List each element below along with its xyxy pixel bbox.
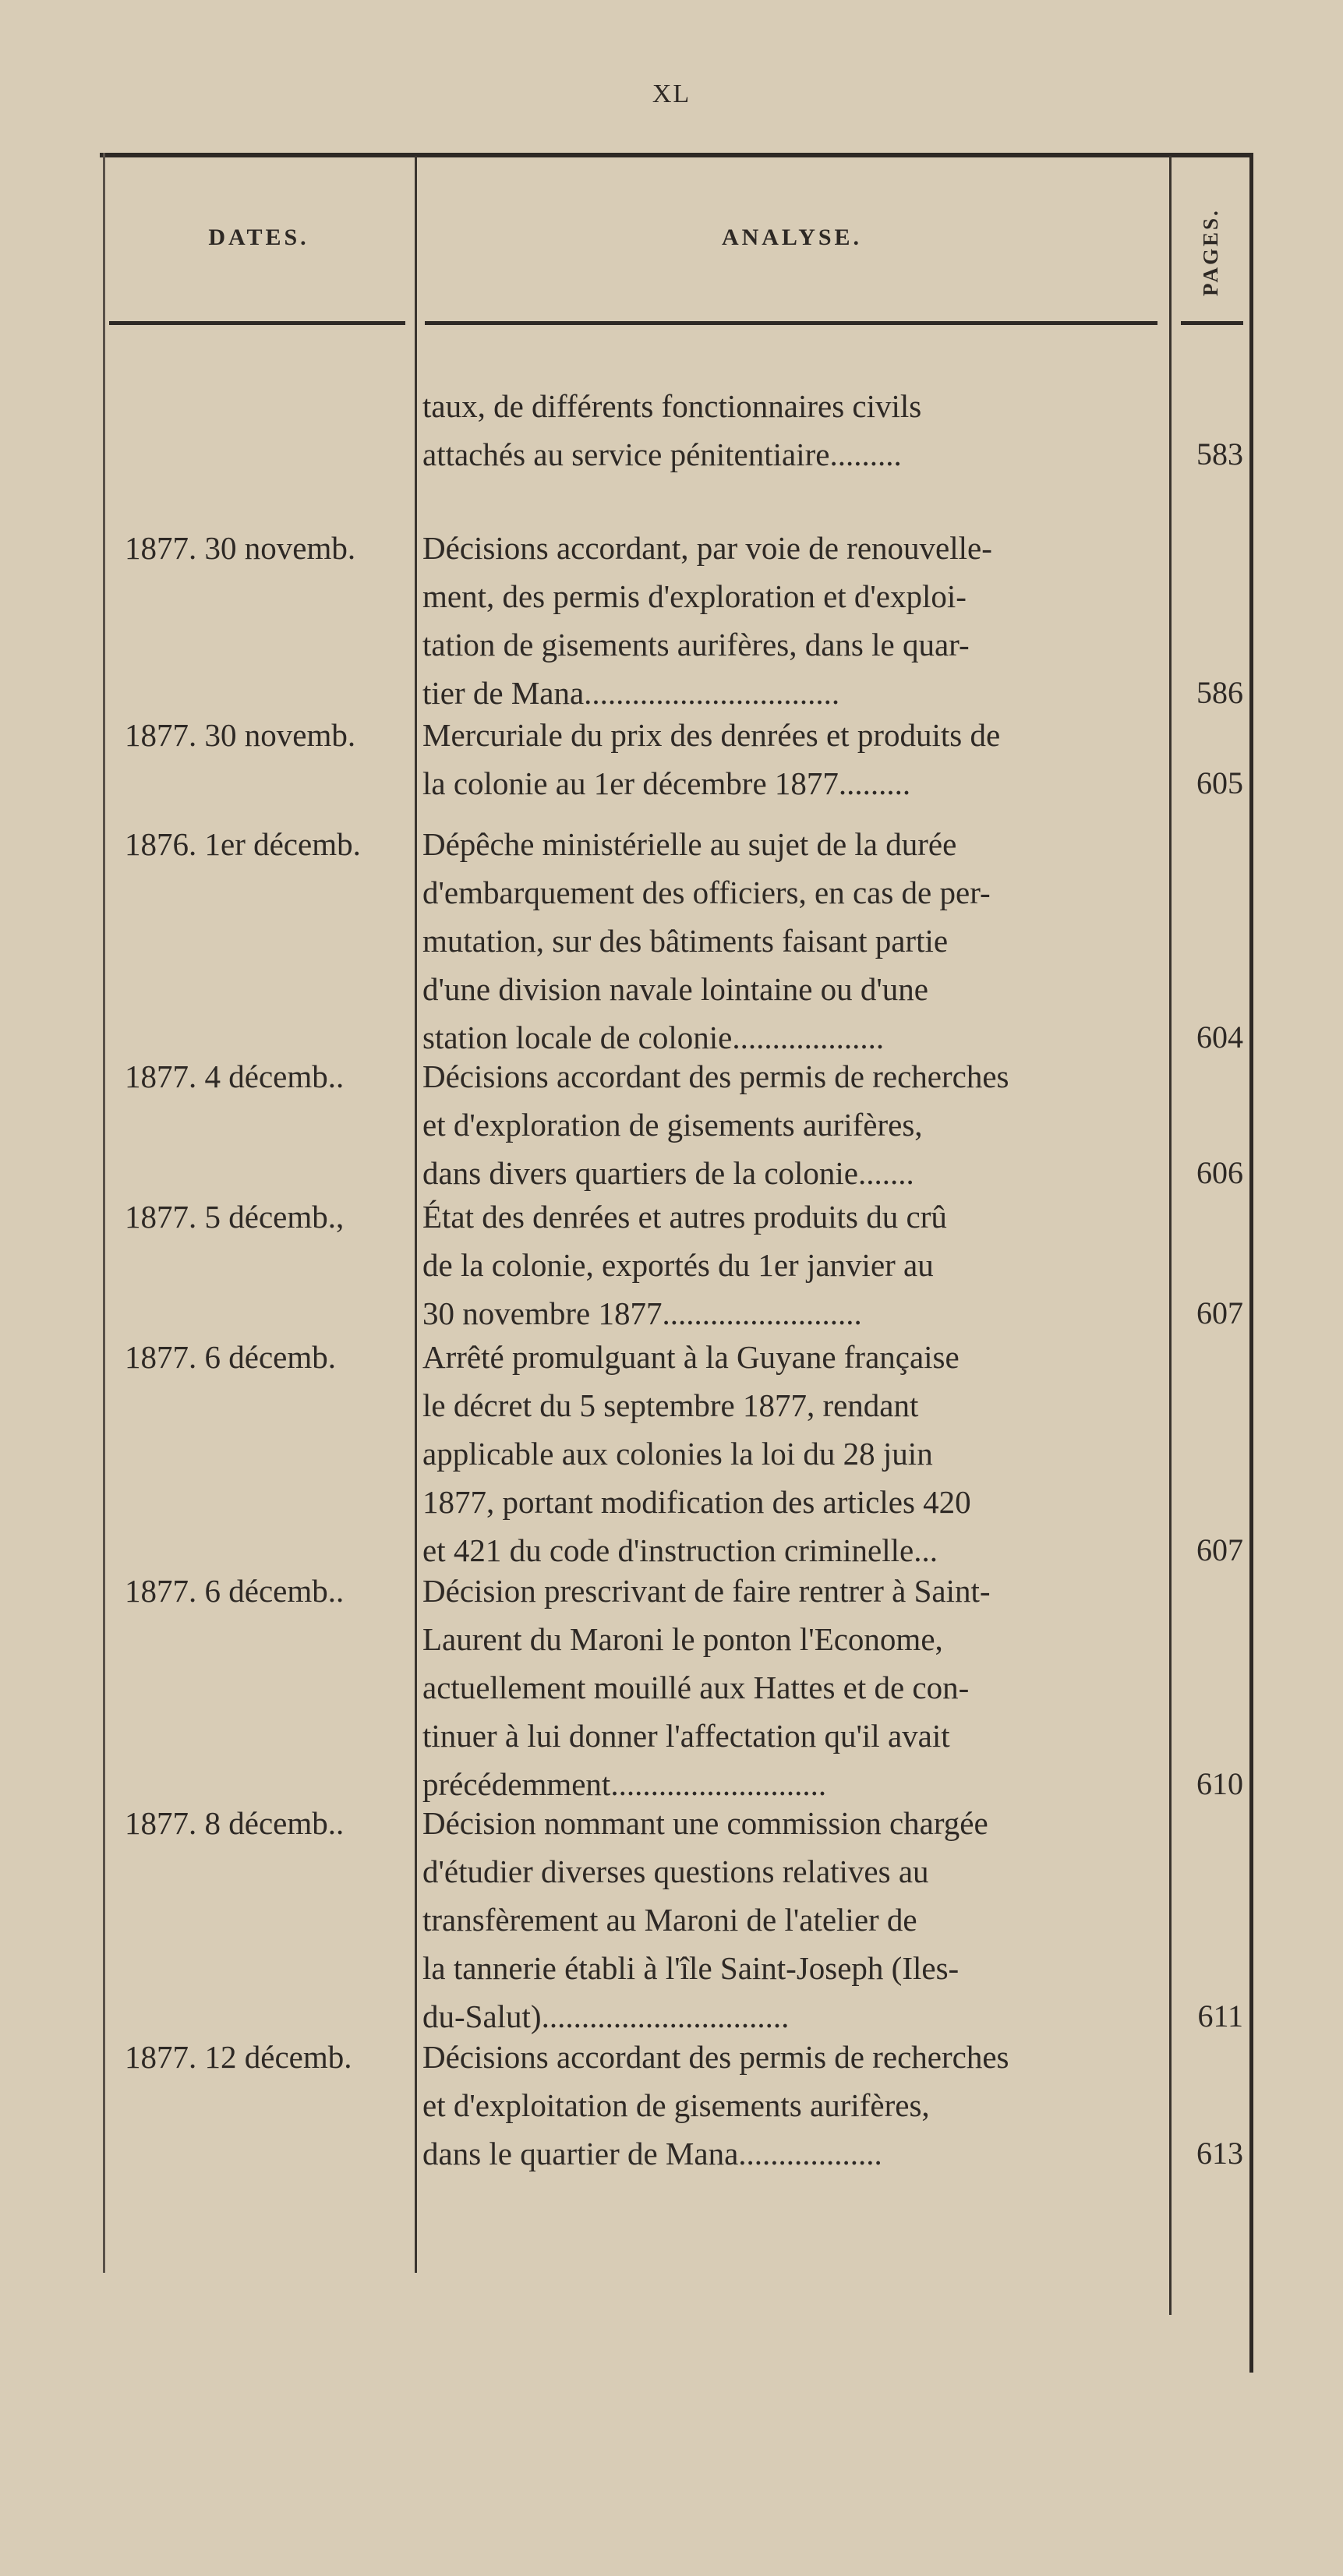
analysis-line: Décisions accordant, par voie de renouvelle- [422, 530, 992, 566]
row-analysis [422, 1052, 1155, 1197]
analysis-line: tation de gisements aurifères, dans le quar- [422, 627, 970, 663]
analysis-line: mutation, sur des bâtiments faisant partie [422, 923, 949, 959]
analysis-line: tinuer à lui donner l'affectation qu'il avait [422, 1718, 950, 1754]
row-page-reference: 606 [1196, 1155, 1243, 1190]
analysis-line: d'une division navale lointaine ou d'une [422, 971, 928, 1007]
row-page-reference: 611 [1197, 1998, 1243, 2034]
analysis-line: Arrêté promulguant à la Guyane française [422, 1339, 960, 1375]
analysis-line: dans divers quartiers de la colonie....... [422, 1155, 914, 1191]
column-divider-pages [1169, 156, 1172, 2315]
analysis-line: station locale de colonie................... [422, 1019, 885, 1055]
analysis-line: Laurent du Maroni le ponton l'Econome, [422, 1621, 943, 1657]
row-date: 1876. 1er décemb. [125, 826, 361, 862]
column-divider-dates [415, 156, 417, 2273]
row-analysis [422, 1567, 1155, 1808]
row-page-reference: 610 [1196, 1766, 1243, 1801]
analysis-line: précédemment........................... [422, 1766, 827, 1802]
analysis-line: Décisions accordant des permis de recherches [422, 2039, 1009, 2075]
header-rule-dates [109, 321, 405, 325]
row-date: 1877. 6 décemb. [125, 1339, 336, 1375]
analysis-line: Décisions accordant des permis de recherches [422, 1058, 1009, 1094]
row-analysis [422, 1333, 1155, 1574]
analysis-line: Mercuriale du prix des denrées et produits de [422, 717, 1001, 753]
row-analysis [422, 711, 1155, 807]
row-date: 1877. 8 décemb.. [125, 1805, 345, 1841]
row-analysis [422, 382, 1155, 479]
header-pages: PAGES. [1199, 208, 1222, 296]
table-top-border [100, 153, 1252, 157]
analysis-line: ment, des permis d'exploration et d'exploi- [422, 578, 967, 614]
row-date: 1877. 4 décemb.. [125, 1058, 345, 1094]
row-analysis [422, 1799, 1155, 2041]
analysis-line: tier de Mana................................ [422, 675, 840, 711]
analysis-line: dans le quartier de Mana.................. [422, 2136, 882, 2171]
analysis-line: du-Salut)............................... [422, 1998, 790, 2034]
analysis-line: d'embarquement des officiers, en cas de per- [422, 875, 991, 910]
row-page-reference: 605 [1196, 765, 1243, 800]
header-dates: DATES. [208, 224, 309, 250]
analysis-line: la tannerie établi à l'île Saint-Joseph (Iles- [422, 1950, 960, 1986]
row-page-reference: 604 [1196, 1019, 1243, 1055]
header-analyse: ANALYSE. [721, 224, 863, 250]
analysis-line: attachés au service pénitentiaire......... [422, 436, 902, 472]
table-left-border [103, 153, 105, 2273]
row-page-reference: 586 [1196, 675, 1243, 710]
analysis-line: actuellement mouillé aux Hattes et de con- [422, 1670, 970, 1705]
row-analysis [422, 524, 1155, 717]
row-page-reference: 613 [1196, 2136, 1243, 2171]
row-page-reference: 607 [1196, 1532, 1243, 1567]
table-right-border [1249, 153, 1253, 2373]
page-number: XL [652, 80, 691, 108]
analysis-line: taux, de différents fonctionnaires civils [422, 388, 922, 424]
row-analysis [422, 1193, 1155, 1337]
row-page-reference: 607 [1196, 1295, 1243, 1330]
analysis-line: de la colonie, exportés du 1er janvier au [422, 1247, 934, 1283]
row-date: 1877. 30 novemb. [125, 717, 356, 753]
analysis-line: et d'exploitation de gisements aurifères, [422, 2087, 930, 2123]
analysis-line: d'étudier diverses questions relatives au [422, 1853, 929, 1889]
row-date: 1877. 6 décemb.. [125, 1573, 345, 1609]
analysis-line: applicable aux colonies la loi du 28 juin [422, 1436, 933, 1472]
analysis-line: Dépêche ministérielle au sujet de la durée [422, 826, 957, 862]
analysis-line: le décret du 5 septembre 1877, rendant [422, 1387, 919, 1423]
analysis-line: Décision nommant une commission chargée [422, 1805, 988, 1841]
analysis-line: la colonie au 1er décembre 1877......... [422, 765, 911, 801]
analysis-line: État des denrées et autres produits du crû [422, 1199, 947, 1235]
row-analysis [422, 820, 1155, 1062]
row-analysis [422, 2033, 1155, 2178]
analysis-line: et 421 du code d'instruction criminelle... [422, 1532, 938, 1568]
header-rule-analyse [425, 321, 1157, 325]
analysis-line: Décision prescrivant de faire rentrer à Saint- [422, 1573, 991, 1609]
header-rule-pages [1181, 321, 1243, 325]
row-date: 1877. 30 novemb. [125, 530, 356, 566]
row-date: 1877. 12 décemb. [125, 2039, 352, 2075]
row-page-reference: 583 [1196, 436, 1243, 472]
row-date: 1877. 5 décemb., [125, 1199, 345, 1235]
analysis-line: 30 novembre 1877......................... [422, 1295, 862, 1331]
analysis-line: transfèrement au Maroni de l'atelier de [422, 1902, 917, 1938]
analysis-line: 1877, portant modification des articles 420 [422, 1484, 971, 1520]
analysis-line: et d'exploration de gisements aurifères, [422, 1107, 923, 1143]
